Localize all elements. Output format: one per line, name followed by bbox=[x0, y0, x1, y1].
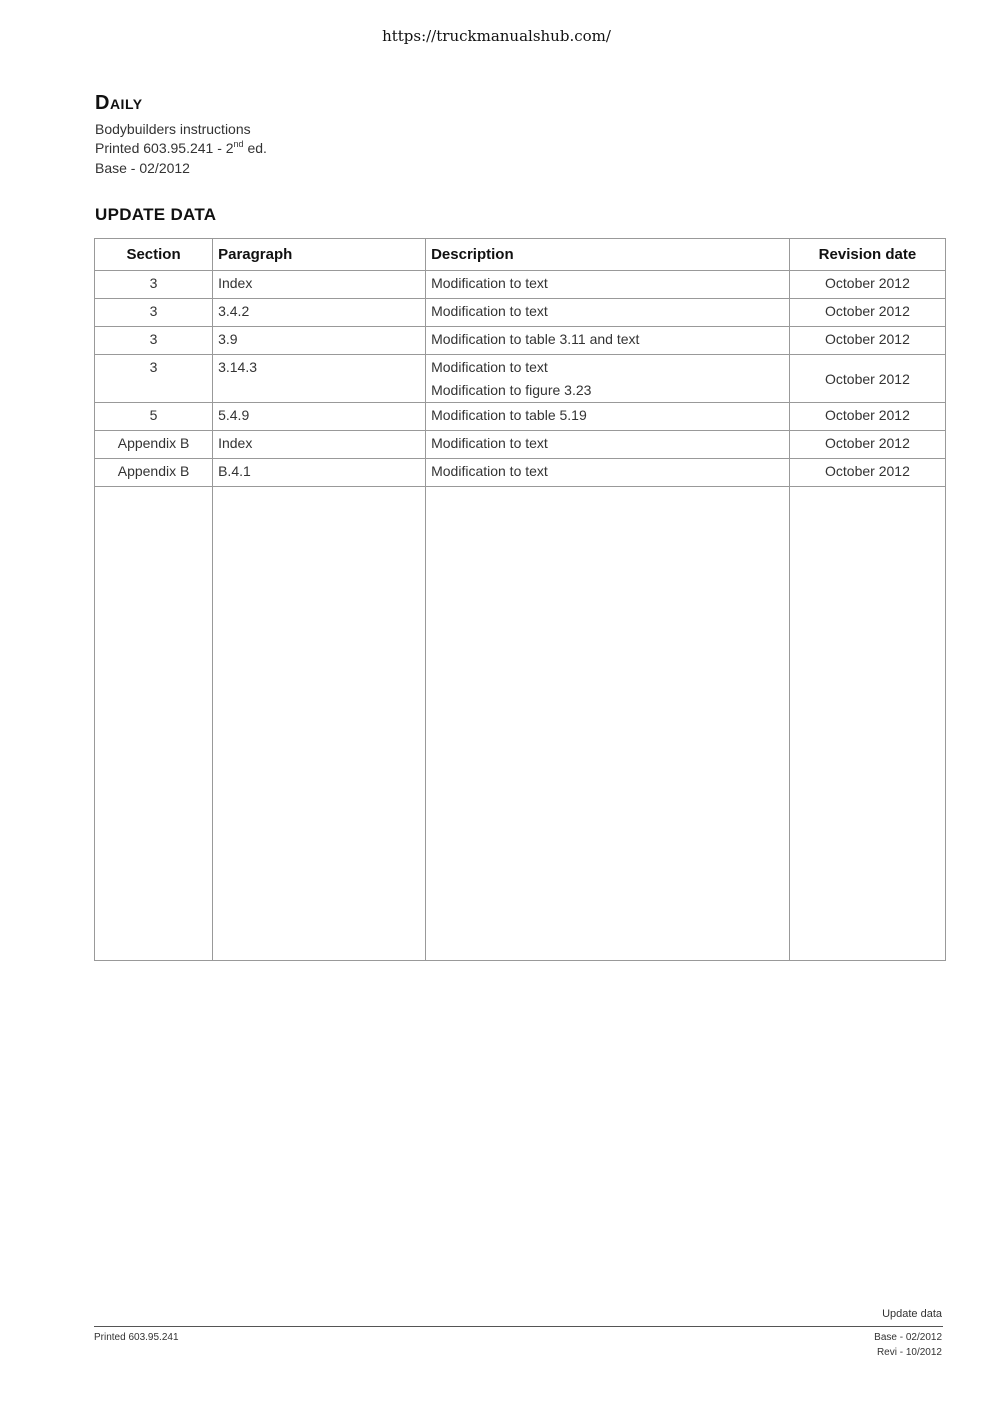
cell-revision-date: October 2012 bbox=[789, 355, 945, 403]
header-description: Description bbox=[426, 239, 790, 271]
table-row bbox=[95, 403, 946, 431]
table-row bbox=[95, 355, 946, 403]
source-url[interactable]: https://truckmanualshub.com/ bbox=[382, 27, 611, 45]
empty-cell bbox=[213, 487, 426, 961]
header-paragraph: Paragraph bbox=[213, 239, 426, 271]
table-row bbox=[95, 431, 946, 459]
cell-description bbox=[426, 355, 790, 403]
cell-description: Modification to text bbox=[426, 299, 790, 327]
cell-section: 3 bbox=[95, 271, 213, 299]
table-row bbox=[95, 459, 946, 487]
cell-section: 3 bbox=[95, 299, 213, 327]
update-data-table bbox=[94, 238, 946, 961]
document-brand-title: Daily bbox=[95, 92, 143, 114]
cell-section: Appendix B bbox=[95, 431, 213, 459]
table-row bbox=[95, 271, 946, 299]
cell-paragraph: B.4.1 bbox=[213, 459, 426, 487]
cell-revision-date: October 2012 bbox=[789, 299, 945, 327]
header-section: Section bbox=[95, 239, 213, 271]
header-revision-date: Revision date bbox=[789, 239, 945, 271]
cell-paragraph: 3.14.3 bbox=[213, 355, 426, 403]
cell-description: Modification to text bbox=[426, 431, 790, 459]
printed-edition-suffix: ed. bbox=[243, 140, 267, 156]
base-date: Base - 02/2012 bbox=[95, 160, 190, 176]
cell-paragraph: 3.9 bbox=[213, 327, 426, 355]
cell-paragraph: 3.4.2 bbox=[213, 299, 426, 327]
cell-description: Modification to table 5.19 bbox=[426, 403, 790, 431]
table-row bbox=[95, 299, 946, 327]
cell-description: Modification to text bbox=[426, 459, 790, 487]
cell-description: Modification to text bbox=[426, 271, 790, 299]
printed-edition-prefix: Printed 603.95.241 - 2 bbox=[95, 140, 234, 156]
cell-revision-date: October 2012 bbox=[789, 431, 945, 459]
edition-ordinal-suffix: nd bbox=[233, 139, 244, 149]
section-heading: UPDATE DATA bbox=[95, 205, 217, 224]
cell-revision-date: October 2012 bbox=[789, 327, 945, 355]
table-empty-row bbox=[95, 487, 946, 961]
cell-revision-date: October 2012 bbox=[789, 271, 945, 299]
printed-edition bbox=[95, 139, 267, 158]
cell-revision-date: October 2012 bbox=[789, 459, 945, 487]
empty-cell bbox=[789, 487, 945, 961]
description-line: Modification to figure 3.23 bbox=[431, 382, 592, 398]
document-subtitle: Bodybuilders instructions bbox=[95, 121, 251, 137]
footer-revision: Revi - 10/2012 bbox=[876, 1347, 942, 1358]
empty-cell bbox=[95, 487, 213, 961]
table-header-row bbox=[95, 239, 946, 271]
footer-printed: Printed 603.95.241 bbox=[94, 1332, 179, 1343]
cell-revision-date: October 2012 bbox=[789, 403, 945, 431]
cell-description: Modification to table 3.11 and text bbox=[426, 327, 790, 355]
cell-section: 3 bbox=[95, 327, 213, 355]
description-line: Modification to text bbox=[431, 359, 548, 375]
cell-paragraph: 5.4.9 bbox=[213, 403, 426, 431]
cell-section: Appendix B bbox=[95, 459, 213, 487]
cell-section: 3 bbox=[95, 355, 213, 403]
cell-section: 5 bbox=[95, 403, 213, 431]
empty-cell bbox=[426, 487, 790, 961]
footer-section-title: Update data bbox=[882, 1308, 942, 1320]
cell-paragraph: Index bbox=[213, 271, 426, 299]
footer-divider bbox=[94, 1326, 943, 1327]
table-row bbox=[95, 327, 946, 355]
cell-paragraph: Index bbox=[213, 431, 426, 459]
footer-base: Base - 02/2012 bbox=[874, 1332, 942, 1343]
